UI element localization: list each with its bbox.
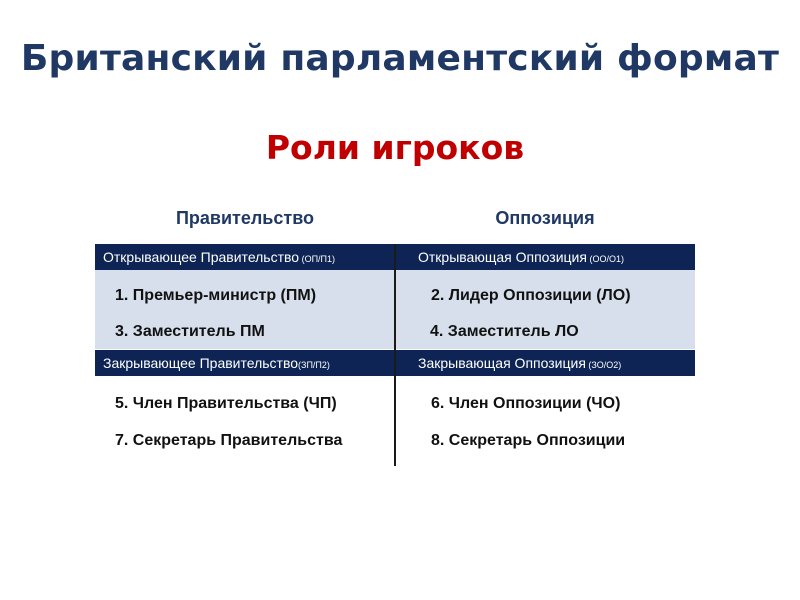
opening-government-header: Открывающее Правительство (ОП/П1) bbox=[103, 249, 336, 265]
page-title: Британский парламентский формат bbox=[20, 38, 780, 79]
role-government-member: 5. Член Правительства (ЧП) bbox=[115, 395, 337, 412]
page-subtitle: Роли игроков bbox=[265, 128, 525, 167]
opening-opposition-header: Открывающая Оппозиция (ОО/О1) bbox=[418, 249, 624, 265]
role-deputy-pm: 3. Заместитель ПМ bbox=[115, 323, 265, 340]
role-opposition-leader: 2. Лидер Оппозиции (ЛО) bbox=[431, 287, 631, 304]
role-deputy-lo: 4. Заместитель ЛО bbox=[430, 323, 579, 340]
closing-government-header: Закрывающее Правительство(ЗП/П2) bbox=[103, 355, 330, 371]
column-divider bbox=[394, 244, 396, 466]
closing-opposition-header: Закрывающая Оппозиция (ЗО/О2) bbox=[418, 355, 622, 371]
role-prime-minister: 1. Премьер-министр (ПМ) bbox=[115, 287, 317, 304]
government-column-heading: Правительство bbox=[175, 208, 315, 228]
role-opposition-member: 6. Член Оппозиции (ЧО) bbox=[431, 395, 621, 412]
role-government-whip: 7. Секретарь Правительства bbox=[115, 432, 343, 449]
opposition-column-heading: Оппозиция bbox=[495, 208, 595, 228]
role-opposition-whip: 8. Секретарь Оппозиции bbox=[431, 432, 626, 449]
